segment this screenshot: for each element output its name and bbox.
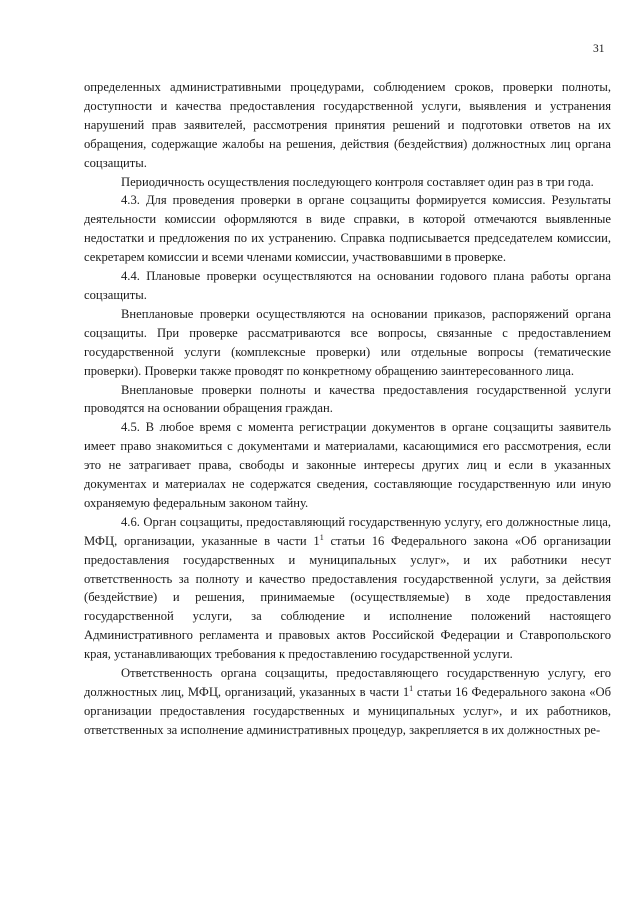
paragraph-unplanned-checks-citizens: Внеплановые проверки полноты и качества предоставления государственной услуги проводятся на основании обращения граждан. xyxy=(84,382,611,416)
paragraph-control-periodicity: Периодичность осуществления последующего контроля составляет один раз в три года. xyxy=(121,174,594,189)
superscript-part-number: 1 xyxy=(319,532,324,542)
paragraph-responsibility-fixed xyxy=(84,664,611,740)
paragraph-text-part: 4.6. Орган соцзащиты, предоставляющий государственную услугу, его должностные лица, МФЦ, организации, указанные в части 1 xyxy=(84,514,611,548)
document-body xyxy=(84,78,611,740)
paragraph-4-4-planned-checks: 4.4. Плановые проверки осуществляются на основании годового плана работы органа соцзащиты. xyxy=(84,269,611,302)
paragraph-4-6-responsibility xyxy=(84,513,611,664)
paragraph-unplanned-checks: Внеплановые проверки осуществляются на основании приказов, распоряжений органа соцзащиты. При проверке рассматриваются все вопросы, связанные с предоставлением государственной услуги (комплексные проверки) или отдельные вопросы (тематические проверки). Проверки также проводят по конкретному обращению заинтересованного лица. xyxy=(84,306,611,378)
page-number: 31 xyxy=(593,43,605,55)
paragraph-4-3-commission: 4.3. Для проведения проверки в органе соцзащиты формируется комиссия. Результаты деятельности комиссии оформляются в виде справки, в которой отмечаются выявленные недостатки и предложения по их устранению. Справка подписывается председателем комиссии, секретарем комиссии и всеми членами комиссии, участвовавшими в проверке. xyxy=(84,193,611,265)
paragraph-procedures-continuation: определенных административными процедурами, соблюдением сроков, проверки полноты, доступности и качества предоставления государственной услуги, выявления и устранения нарушений прав заявителей, рассмотрения принятия решений и подготовки ответов на их обращения, содержащие жалобы на решения, действия (бездействия) должностных лиц органа соцзащиты. xyxy=(84,80,611,170)
paragraph-4-5-applicant-rights: 4.5. В любое время с момента регистрации документов в органе соцзащиты заявитель имеет право знакомиться с документами и материалами, касающимися его рассмотрения, если это не затрагивает права, свободы и законные интересы других лиц и если в указанных документах и материалах не содержатся сведения, составляющие государственную или иную охраняемую федеральным законом тайну. xyxy=(84,420,611,510)
paragraph-text-part: статьи 16 Федерального закона «Об организации предоставления государственных и муниципальных услуг», и их работники несут ответственность за полноту и качество предоставления государственной услуги, за действия (бездействие) и решения, принимаемые (осуществляемые) в ходе предоставления государственной услуги, за соблюдение и исполнение положений настоящего Административного регламента и правовых актов Российской Федерации и Ставропольского края, устанавливающих требования к предоставлению государственной услуги. xyxy=(84,533,611,662)
superscript-part-number: 1 xyxy=(409,684,414,693)
paragraph-text-part: статьи 16 Федерального закона «Об организации предоставления государственных и муниципальных услуг», и их работников, ответственных за исполнение административных процедур, закрепляется в их должностных ре- xyxy=(84,685,611,737)
paragraph-text-part: Ответственность органа соцзащиты, предоставляющего государственную услугу, его должностных лиц, МФЦ, организаций, указанных в части 1 xyxy=(84,666,611,699)
